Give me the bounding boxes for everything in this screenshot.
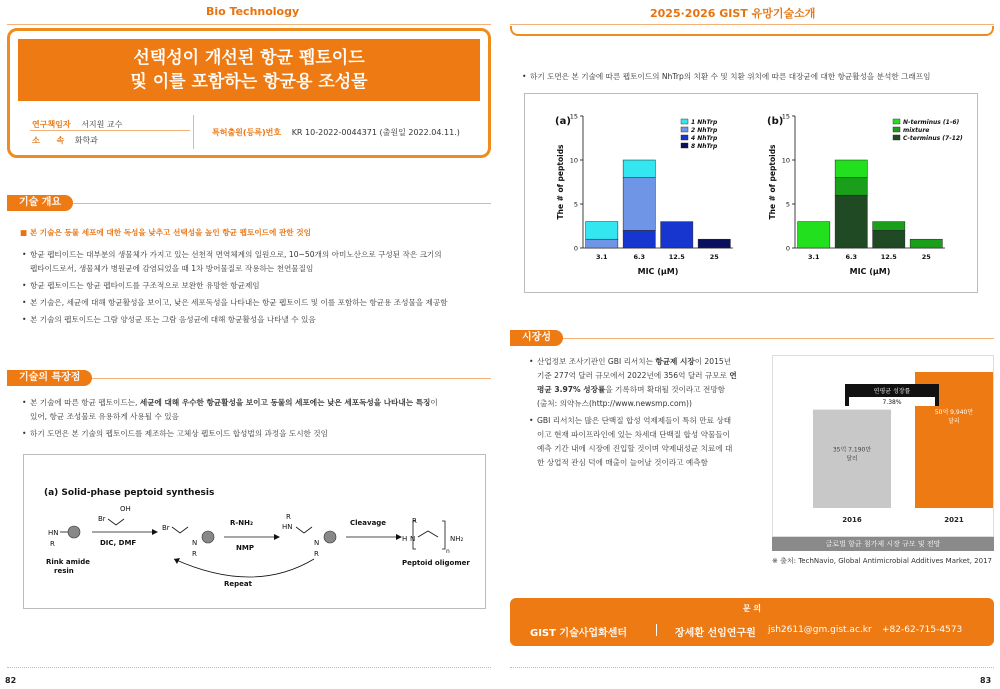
overview-bullet-4: • 본 기술의 펩토이드는 그람 양성균 또는 그람 음성균에 대해 항균활성을 나타낼 수 있음 (30, 313, 495, 327)
growth-label: 연평균 성장률 (873, 388, 911, 395)
market-bar-label-1-b: 달러 (948, 418, 960, 425)
contact-bar (510, 598, 994, 646)
product-bonds (418, 531, 438, 537)
market-source: ※ 출처: TechNavio, Global Antimicrobial Additives Market, 2017 (772, 557, 992, 565)
market-year-0: 2016 (842, 516, 862, 524)
x-tick-label-a-1: 6.3 (633, 253, 646, 261)
market-p2-l3: 예측 기간 내에 시장에 진입할 것이며 약제내성균 치료에 대 (537, 444, 733, 453)
y-tick-label-b-1: 5 (785, 200, 790, 209)
r-label-4: R (314, 550, 319, 558)
mic-chart-svg (525, 94, 979, 294)
mic-chart-box (524, 93, 978, 293)
reagent-1: DIC, DMF (100, 539, 137, 547)
market-year-1: 2021 (944, 516, 964, 524)
contact-title: 문 의 (742, 604, 762, 613)
market-p2-l4: 한 상업적 관심 덕에 매출이 늘어날 것이라고 예측함 (537, 458, 708, 467)
legend-label-b-0: N-terminus (1-6) (903, 119, 960, 126)
features-b1-post: 이 (430, 398, 438, 407)
market-p1-l2 (537, 369, 769, 383)
legend-swatch-b-0 (893, 119, 900, 124)
researcher-label: 연구책임자 (32, 120, 71, 129)
page-number-left: 82 (5, 676, 17, 685)
meta-divider (30, 130, 190, 131)
market-chart-caption (772, 537, 994, 551)
title-line-1: 선택성이 개선된 항균 펩토이드 (133, 48, 365, 68)
right-footer-rule (510, 667, 994, 668)
y-tick-label-b-0: 0 (785, 244, 790, 253)
features-b1-pre: 본 기술에 따른 항균 펩토이드는, (30, 398, 140, 407)
market-p1-l1-post: 이 2015년 (694, 357, 732, 366)
market-p1-l3-post: 을 기록하며 확대될 것이라고 전망함 (605, 385, 725, 394)
x-tick-label-b-2: 12.5 (880, 253, 897, 261)
y-tick-label-a-2: 10 (569, 156, 578, 165)
arrow-2-head (274, 534, 280, 540)
x-axis-label-b: MIC (μM) (849, 267, 891, 276)
market-tab: 시장성 (510, 330, 563, 346)
right-header-rule (510, 24, 994, 25)
resin-bead-2 (202, 531, 214, 543)
y-axis-label-a: The # of peptoids (556, 144, 565, 220)
legend-swatch-a-2 (681, 135, 688, 140)
bar-b-3.1-N-terminus (1-6) (798, 222, 830, 248)
chart-panel-b (767, 113, 963, 277)
market-p1-l3 (537, 383, 769, 397)
chart-panel-a (555, 113, 733, 277)
panel-label-a: (a) (555, 116, 571, 127)
market-bar-label-0-b: 달러 (846, 455, 858, 463)
legend-swatch-a-1 (681, 127, 688, 132)
right-running-header: 2025·2026 GIST 유망기술소개 (650, 7, 816, 20)
market-chart-svg (773, 356, 995, 538)
features-bullets (30, 396, 495, 441)
reagent-2-bottom: NMP (236, 544, 254, 552)
bar-b-25-mixture (910, 239, 942, 248)
researcher-value: 서지원 교수 (81, 120, 123, 129)
bar-b-6.3-mixture (835, 178, 867, 196)
market-p2-l1: • GBI 리서치는 많은 단백질 합성 억제제들이 특허 만료 상태 (537, 414, 769, 428)
market-p1-l3-bold: 평균 3.97% 성장률 (537, 385, 606, 394)
legend-swatch-b-2 (893, 135, 900, 140)
overview-highlight: ■ 본 기술은 동물 세포에 대한 독성을 낮추고 선택성을 높인 항균 펩토이드에 관한 것임 (20, 228, 311, 237)
contact-phone: +82-62-715-4573 (882, 625, 963, 635)
r-label-5: R (412, 517, 417, 525)
x-tick-label-a-3: 25 (709, 253, 719, 261)
meta-vertical-divider (193, 115, 194, 149)
x-tick-label-b-3: 25 (921, 253, 931, 261)
overview-bullet-1a: • 항균 펩티이드는 대부분의 생물체가 가지고 있는 선천적 면역체계의 일원으로, 10~50개의 아미노산으로 구성된 작은 크기의 (30, 248, 495, 262)
bar-b-6.3-N-terminus (1-6) (835, 160, 867, 178)
bar-a-6.3-2 NhTrp (623, 178, 655, 231)
left-footer-rule (7, 667, 491, 668)
market-p1-l2-pre: 기준 277억 달러 규모에서 2022년에 356억 달러 규모로 (537, 371, 730, 380)
contact-person: 장세환 선임연구원 (675, 628, 756, 639)
bromo-bonds (108, 519, 124, 525)
bar-a-3.1-1 NhTrp (586, 222, 618, 240)
intermediate-1-bonds (172, 527, 188, 533)
synthesis-title: (a) Solid-phase peptoid synthesis (44, 488, 215, 498)
bar-b-6.3-C-terminus (7-12) (835, 195, 867, 248)
patent-label: 특허출원(등록)번호 (212, 128, 282, 137)
left-running-header: Bio Technology (206, 5, 300, 18)
right-intro-bullet: • 하기 도면은 본 기술에 따른 펩토이드의 NhTrp의 치환 수 및 치환 위치에 따른 대장균에 대한 항균활성을 분석한 그래프임 (530, 70, 990, 84)
features-bullet-1-line2: 있어, 항균 조성물로 유용하게 사용될 수 있음 (30, 412, 179, 421)
right-top-frame (510, 26, 994, 36)
br-label-2: Br (162, 524, 170, 532)
bar-a-12.5-4 NhTrp (661, 222, 693, 248)
arrow-1-head (152, 529, 158, 535)
repeat-arrow (174, 559, 314, 577)
legend-label-a-1: 2 NhTrp (691, 127, 718, 134)
r-label-3: R (286, 513, 291, 521)
repeat-label: Repeat (224, 580, 252, 588)
market-chart-box (772, 355, 994, 537)
nh2-label: NH₂ (450, 535, 464, 543)
patent-value: KR 10-2022-0044371 (출원일 2022.04.11.) (291, 128, 460, 137)
title-line-2: 및 이를 포함하는 항균용 조성물 (130, 72, 368, 92)
overview-bullet-2: • 항균 펩토이드는 항균 펩타이드를 구조적으로 보완한 유망한 항균제임 (30, 279, 495, 293)
synthesis-diagram (23, 454, 486, 609)
contact-divider (656, 624, 657, 636)
bracket-right (442, 521, 445, 549)
features-bullet-2: • 하기 도면은 본 기술의 펩토이드를 제조하는 고체상 펩토이드 합성법의 과정을 도시한 것임 (30, 427, 495, 441)
resin-bead-1 (68, 526, 80, 538)
product-label: Peptoid oligomer (402, 559, 470, 567)
reagent-2-top: R-NH₂ (230, 519, 254, 527)
legend-label-a-3: 8 NhTrp (691, 143, 718, 150)
bar-a-3.1-2 NhTrp (586, 239, 618, 248)
br-label-1: Br (98, 515, 106, 523)
dept-value: 화학과 (74, 136, 98, 145)
x-tick-label-a-0: 3.1 (595, 253, 608, 261)
page-number-right: 83 (980, 676, 992, 685)
n-label-1: N (192, 539, 198, 547)
bar-b-12.5-C-terminus (7-12) (873, 230, 905, 248)
market-bar-label-1-a: 50억 9,940만 (934, 409, 974, 416)
cleavage-label: Cleavage (350, 519, 387, 527)
y-tick-label-a-0: 0 (573, 244, 578, 253)
y-axis-label-b: The # of peptoids (768, 144, 777, 220)
market-p1-l1 (537, 355, 769, 369)
overview-bullets (30, 248, 495, 327)
overview-bullet-3: • 본 기술은, 세균에 대해 항균활성을 보이고, 낮은 세포독성을 나타내는 항균 펩토이드 및 이를 포함하는 항균용 조성물을 제공함 (30, 296, 495, 310)
x-tick-label-b-0: 3.1 (807, 253, 820, 261)
legend-label-a-2: 4 NhTrp (691, 135, 718, 142)
n-label-3: N (410, 535, 416, 543)
market-p1-l1-bold: 항균제 시장 (655, 357, 695, 366)
market-p1-l4: (출처: 의약뉴스(http://www.newsmp.com)) (537, 399, 692, 408)
market-p1-l2-bold: 연 (729, 371, 737, 380)
overview-rule (7, 203, 491, 204)
bar-a-25-8 NhTrp (698, 239, 730, 248)
market-p1-l1-pre: 산업정보 조사기관인 GBI 리서치는 (537, 357, 656, 366)
n-label-2: N (314, 539, 320, 547)
legend-label-a-0: 1 NhTrp (691, 119, 718, 126)
legend-swatch-b-1 (893, 127, 900, 132)
title-box (7, 28, 491, 158)
bar-a-6.3-1 NhTrp (623, 160, 655, 178)
resin-bead-3 (324, 531, 336, 543)
intermediate-2-bonds (296, 527, 312, 533)
features-tab: 기술의 특장점 (7, 370, 92, 386)
growth-value: 7.38% (882, 399, 902, 406)
legend-label-b-1: mixture (903, 127, 930, 134)
overview-bullet-1b: 펩타이드로서, 생물체가 병원균에 감염되었을 때 1차 방어물질로 작용하는 천연물질임 (30, 264, 314, 273)
synthesis-svg (24, 455, 487, 610)
market-rule (510, 338, 994, 339)
legend-swatch-a-3 (681, 143, 688, 148)
bar-a-6.3-4 NhTrp (623, 230, 655, 248)
overview-tab: 기술 개요 (7, 195, 73, 211)
contact-email[interactable]: jsh2611@gm.gist.ac.kr (768, 625, 872, 635)
panel-label-b: (b) (767, 116, 784, 127)
y-tick-label-a-1: 5 (573, 200, 578, 209)
x-tick-label-a-2: 12.5 (668, 253, 685, 261)
market-bar-label-0-a: 35억 7,190만 (832, 446, 872, 454)
title-banner (18, 39, 480, 101)
y-tick-label-b-3: 15 (781, 112, 790, 121)
h-label: H (402, 535, 408, 543)
y-tick-label-b-2: 10 (781, 156, 790, 165)
hn-label-1: HN (48, 529, 59, 537)
market-p2-l2: 이고 현재 파이프라인에 있는 차세대 단백질 합성 약물들이 (537, 430, 730, 439)
x-tick-label-b-1: 6.3 (845, 253, 858, 261)
dept-label: 소 속 (32, 136, 65, 145)
contact-org: GIST 기술사업화센터 (530, 628, 628, 639)
market-text (537, 355, 769, 470)
n-subscript: n (446, 548, 450, 555)
legend-swatch-a-0 (681, 119, 688, 124)
resin-label-1: Rink amide (46, 558, 91, 566)
r-label-2: R (192, 550, 197, 558)
resin-label-2: resin (54, 567, 74, 575)
features-bullet-1 (30, 396, 495, 410)
market-caption-text: 글로벌 항균 첨가제 시장 규모 및 전망 (825, 540, 941, 548)
r-label-1: R (50, 540, 55, 548)
oh-label: OH (120, 505, 131, 513)
features-b1-bold: 세균에 대해 우수한 항균활성을 보이고 동물의 세포에는 낮은 세포독성을 나타내는 특징 (139, 398, 431, 407)
left-header-rule (7, 24, 491, 25)
bar-b-12.5-mixture (873, 222, 905, 231)
hn-label-2: HN (282, 523, 293, 531)
x-axis-label-a: MIC (μM) (637, 267, 679, 276)
y-tick-label-a-3: 15 (569, 112, 578, 121)
legend-label-b-2: C-terminus (7-12) (903, 135, 963, 142)
